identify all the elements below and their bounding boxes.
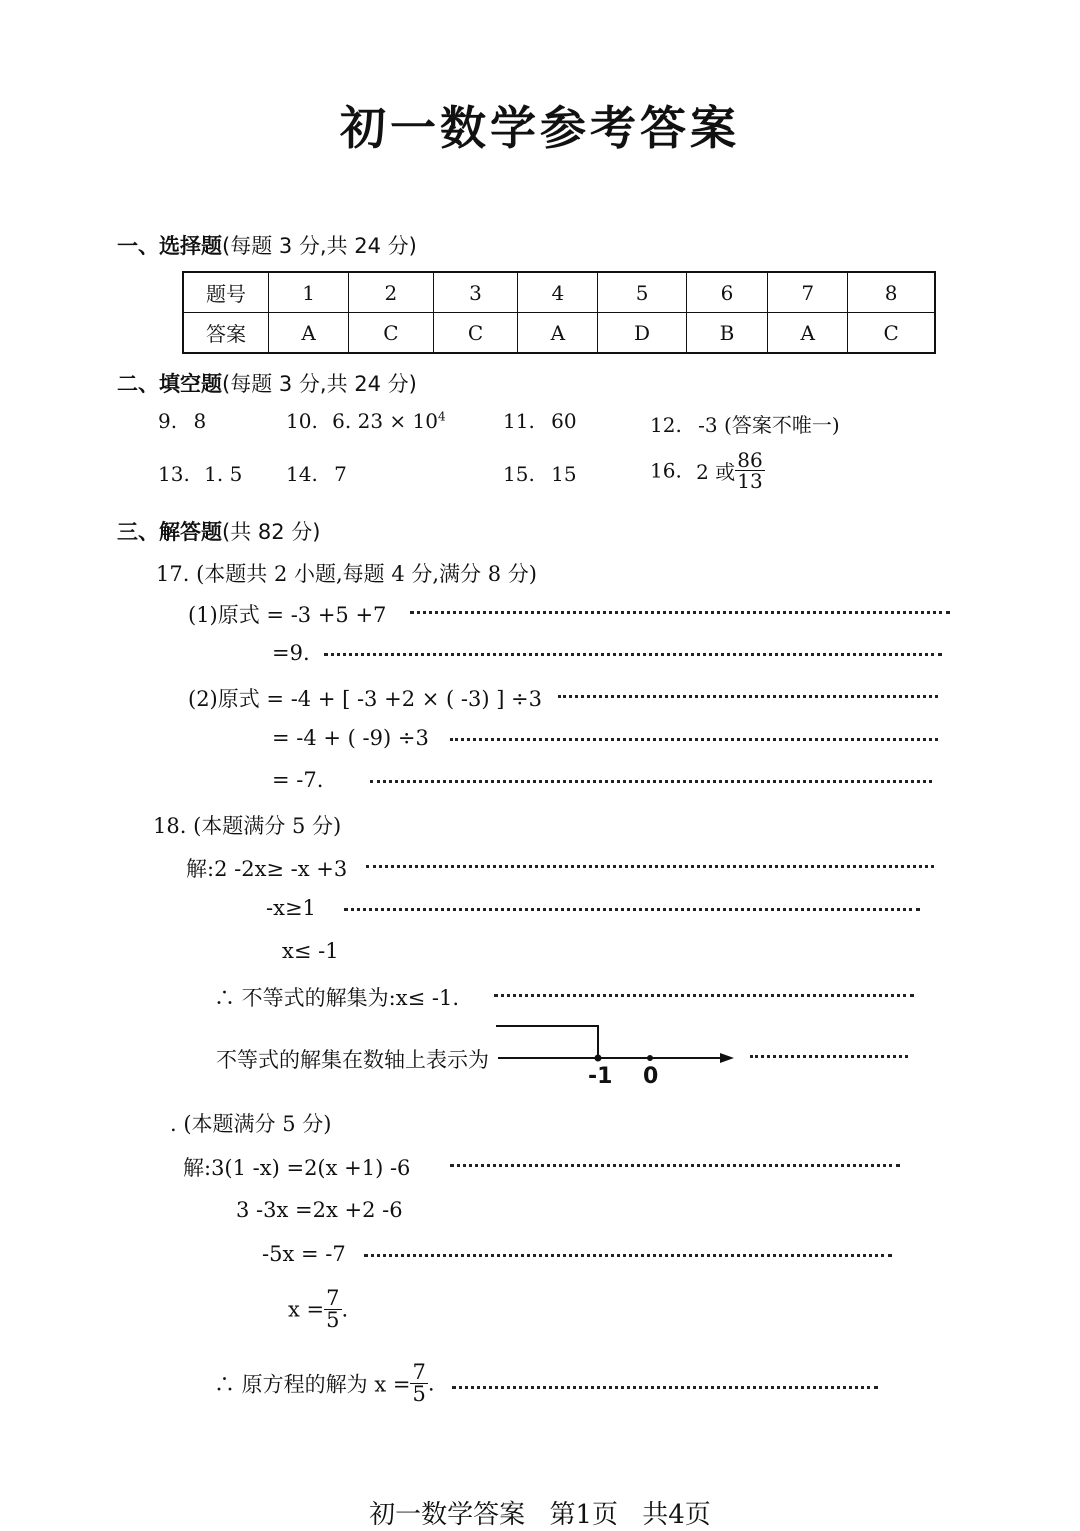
dotted-leader xyxy=(410,611,950,614)
item-number: 16. xyxy=(650,458,682,483)
fill-item-11 xyxy=(503,409,577,433)
table-cell: 1 xyxy=(269,272,349,313)
table-cell: 2 xyxy=(349,272,434,313)
item-number: 14. xyxy=(286,462,318,486)
q19-solution: x = $\frac{7}{5}$ . xyxy=(288,1286,349,1332)
item-number: 10. xyxy=(286,409,318,433)
table-cell: 7 xyxy=(768,272,848,313)
fraction xyxy=(324,1288,341,1331)
fraction-denominator: 13 xyxy=(737,469,763,493)
table-cell: 4 xyxy=(518,272,598,313)
fraction-numerator: 7 xyxy=(412,1360,426,1384)
item-number: 13. xyxy=(158,462,190,486)
answer-table xyxy=(182,271,936,354)
point-zero xyxy=(647,1055,653,1061)
page-footer xyxy=(0,1494,1080,1531)
section1-title: 一、选择题 xyxy=(117,234,222,258)
point-minus-one xyxy=(595,1055,602,1062)
table-header-answer: 答案 xyxy=(183,313,269,354)
fraction-numerator: 86 xyxy=(737,448,763,472)
q17-heading: 17. (本题共 2 小题,每题 4 分,满分 8 分) xyxy=(156,562,537,586)
tick-label-zero: 0 xyxy=(643,1064,659,1089)
table-cell: A xyxy=(518,313,598,354)
dotted-leader xyxy=(558,695,938,698)
dotted-leader xyxy=(450,738,938,741)
q19-conclusion: ∴ 原方程的解为 x = $\frac{7}{5}$ . xyxy=(214,1360,435,1406)
tick-label-minus-one: -1 xyxy=(588,1064,613,1089)
fill-item-12 xyxy=(650,409,840,438)
page-title: 初一数学参考答案 xyxy=(340,101,740,155)
table-cell: 3 xyxy=(433,272,518,313)
fraction-denominator: 5 xyxy=(412,1382,426,1406)
dotted-leader xyxy=(344,908,920,911)
q19-line: 3 -3x =2x +2 -6 xyxy=(236,1198,403,1222)
section1-note: (每题 3 分,共 24 分) xyxy=(222,234,417,258)
item-answer-exponent: 4 xyxy=(437,409,446,424)
dotted-leader xyxy=(366,865,934,868)
conclusion-prefix: ∴ 原方程的解为 x = xyxy=(214,1372,411,1397)
solution-ray xyxy=(496,1026,598,1058)
table-header-number: 题号 xyxy=(183,272,269,313)
table-cell: A xyxy=(768,313,848,354)
item-answer: 1. 5 xyxy=(204,462,243,486)
q17-line: (2)原式 = -4 + [ -3 +2 × ( -3) ] ÷3 xyxy=(188,687,543,711)
item-number: 11. xyxy=(503,409,535,433)
item-number: 15. xyxy=(503,462,535,486)
table-cell: 8 xyxy=(848,272,935,313)
table-cell: A xyxy=(269,313,349,354)
q19-heading: . (本题满分 5 分) xyxy=(170,1112,332,1136)
q17-line: = -7. xyxy=(272,768,324,792)
q18-line: x≤ -1 xyxy=(282,939,339,963)
q19-line: 解:3(1 -x) =2(x +1) -6 xyxy=(183,1156,411,1180)
fraction-numerator: 7 xyxy=(326,1286,340,1310)
q17-line: = -4 + ( -9) ÷3 xyxy=(272,726,429,750)
item-answer: 7 xyxy=(334,462,347,486)
section3-heading xyxy=(117,516,320,546)
item-number: 12. xyxy=(650,413,682,437)
q17-line: (1)原式 = -3 +5 +7 xyxy=(188,603,387,627)
item-answer: 2 或 xyxy=(696,460,736,484)
q18-line: ∴ 不等式的解集为:x≤ -1. xyxy=(214,986,459,1010)
table-cell: C xyxy=(349,313,434,354)
dotted-leader xyxy=(324,653,942,656)
dotted-leader xyxy=(364,1254,892,1257)
fill-item-9 xyxy=(158,409,206,433)
q17-line: =9. xyxy=(272,641,310,665)
number-line xyxy=(494,1020,744,1090)
item-number: 9. xyxy=(158,409,178,433)
q18-line: -x≥1 xyxy=(266,896,316,920)
footer-name: 初一数学答案 xyxy=(369,1500,526,1530)
dotted-leader xyxy=(370,780,932,783)
fill-item-14 xyxy=(286,462,347,486)
item-answer: 15 xyxy=(551,462,577,486)
dotted-leader xyxy=(450,1164,900,1167)
dotted-leader xyxy=(750,1055,908,1058)
fill-item-13 xyxy=(158,462,242,486)
section2-note: (每题 3 分,共 24 分) xyxy=(222,372,417,396)
q18-line: 解:2 -2x≥ -x +3 xyxy=(186,857,348,881)
section2-title: 二、填空题 xyxy=(117,372,222,396)
section3-note: (共 82 分) xyxy=(222,520,321,544)
section1-heading xyxy=(117,230,417,260)
footer-total: 共4页 xyxy=(642,1500,711,1530)
fraction xyxy=(410,1362,427,1405)
item-answer: 60 xyxy=(551,409,577,433)
table-cell: 5 xyxy=(598,272,686,313)
fill-item-16 xyxy=(650,450,765,491)
fill-item-15 xyxy=(503,462,577,486)
section2-heading xyxy=(117,368,417,398)
fraction xyxy=(735,450,764,491)
solution-prefix: x = xyxy=(288,1297,325,1322)
dotted-leader xyxy=(494,994,914,997)
table-row-numbers xyxy=(183,272,935,313)
table-row-answers xyxy=(183,313,935,354)
q19-line: -5x = -7 xyxy=(262,1242,346,1266)
number-line-arrow xyxy=(720,1053,734,1063)
dotted-leader xyxy=(452,1386,878,1389)
item-answer: -3 (答案不唯一) xyxy=(698,413,840,437)
item-answer: 8 xyxy=(193,409,207,433)
table-cell: B xyxy=(686,313,767,354)
table-cell: 6 xyxy=(686,272,767,313)
fraction-denominator: 5 xyxy=(326,1308,340,1332)
table-cell: C xyxy=(433,313,518,354)
number-line-label: 不等式的解集在数轴上表示为 xyxy=(216,1048,489,1072)
footer-page: 第1页 xyxy=(549,1500,618,1530)
table-cell: D xyxy=(598,313,686,354)
table-cell: C xyxy=(848,313,935,354)
q18-heading: 18. (本题满分 5 分) xyxy=(153,814,342,838)
section3-title: 三、解答题 xyxy=(117,520,222,544)
fill-item-10 xyxy=(286,409,446,433)
item-answer: 6. 23 × 10 xyxy=(332,409,438,433)
